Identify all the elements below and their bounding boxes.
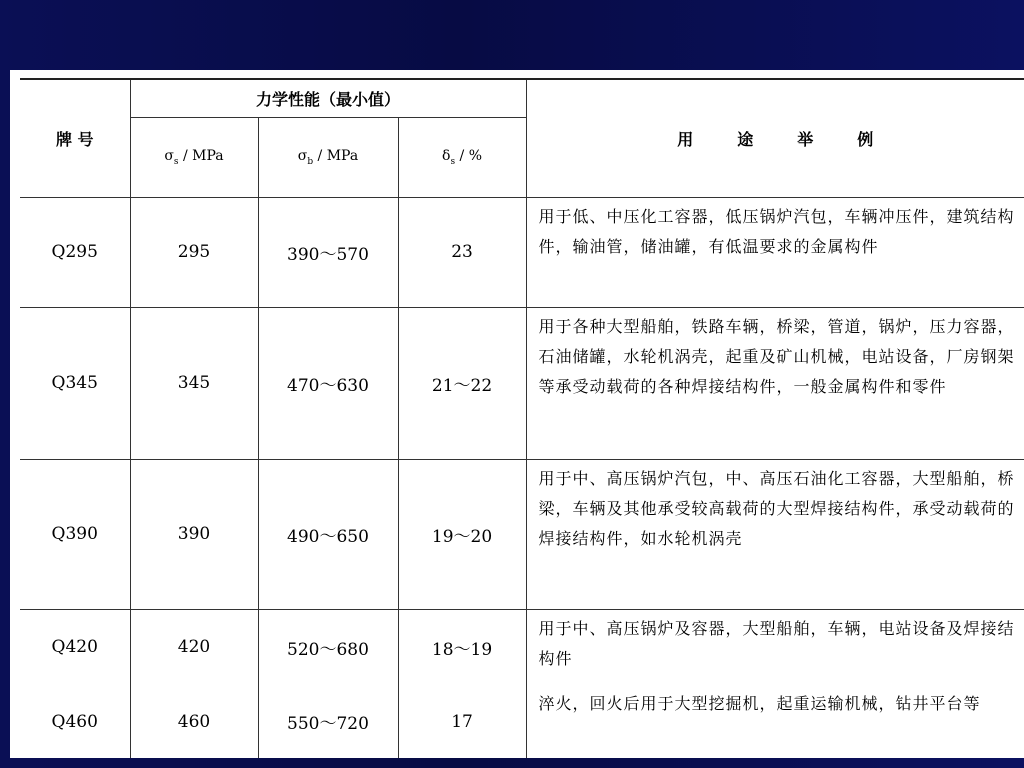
header-delta: $\delta_s$ / % [398,117,526,197]
cell-delta: 23 [398,197,526,307]
table-row [20,307,1024,459]
cell-usage: 淬火，回火后用于大型挖掘机，起重运输机械，钻井平台等 [526,685,1024,758]
cell-sigma-b: 550～720 [258,685,398,758]
header-mech-group: 力学性能（最小值） [130,79,526,117]
cell-grade: Q420 [20,609,130,685]
cell-sigma-s: 460 [130,685,258,758]
table-row [20,609,1024,685]
header-usage-char: 用 [677,129,694,149]
cell-sigma-s: 420 [130,609,258,685]
header-grade: 牌 号 [20,79,130,197]
header-usage [526,79,1024,197]
cell-usage: 用于各种大型船舶，铁路车辆，桥梁，管道，锅炉，压力容器，石油储罐，水轮机涡壳，起重及矿山机械，电站设备，厂房钢架等承受动载荷的各种焊接结构件，一般金属构件和零件 [526,307,1024,459]
cell-delta: 21～22 [398,307,526,459]
table-row [20,197,1024,307]
steel-properties-table [20,78,1024,758]
cell-grade: Q390 [20,459,130,609]
cell-usage: 用于中、高压锅炉及容器，大型船舶，车辆，电站设备及焊接结构件 [526,609,1024,685]
cell-sigma-s: 295 [130,197,258,307]
header-usage-char: 举 [797,129,814,149]
header-usage-char: 例 [857,129,874,149]
table-row [20,685,1024,758]
cell-usage: 用于低、中压化工容器，低压锅炉汽包，车辆冲压件，建筑结构件，输油管，储油罐，有低温要求的金属构件 [526,197,1024,307]
header-usage-char: 途 [737,129,754,149]
cell-usage: 用于中、高压锅炉汽包，中、高压石油化工容器，大型船舶，桥梁，车辆及其他承受较高载荷的大型焊接结构件，承受动载荷的焊接结构件，如水轮机涡壳 [526,459,1024,609]
cell-sigma-s: 345 [130,307,258,459]
cell-sigma-b: 520～680 [258,609,398,685]
cell-grade: Q295 [20,197,130,307]
cell-grade: Q345 [20,307,130,459]
cell-sigma-s: 390 [130,459,258,609]
table-row [20,459,1024,609]
cell-delta: 17 [398,685,526,758]
cell-delta: 18～19 [398,609,526,685]
cell-sigma-b: 390～570 [258,197,398,307]
cell-delta: 19～20 [398,459,526,609]
cell-sigma-b: 490～650 [258,459,398,609]
header-sigma-b: $\sigma_b$ / MPa [258,117,398,197]
header-sigma-s: $\sigma_s$ / MPa [130,117,258,197]
slide-content [10,70,1024,758]
cell-grade: Q460 [20,685,130,758]
cell-sigma-b: 470～630 [258,307,398,459]
